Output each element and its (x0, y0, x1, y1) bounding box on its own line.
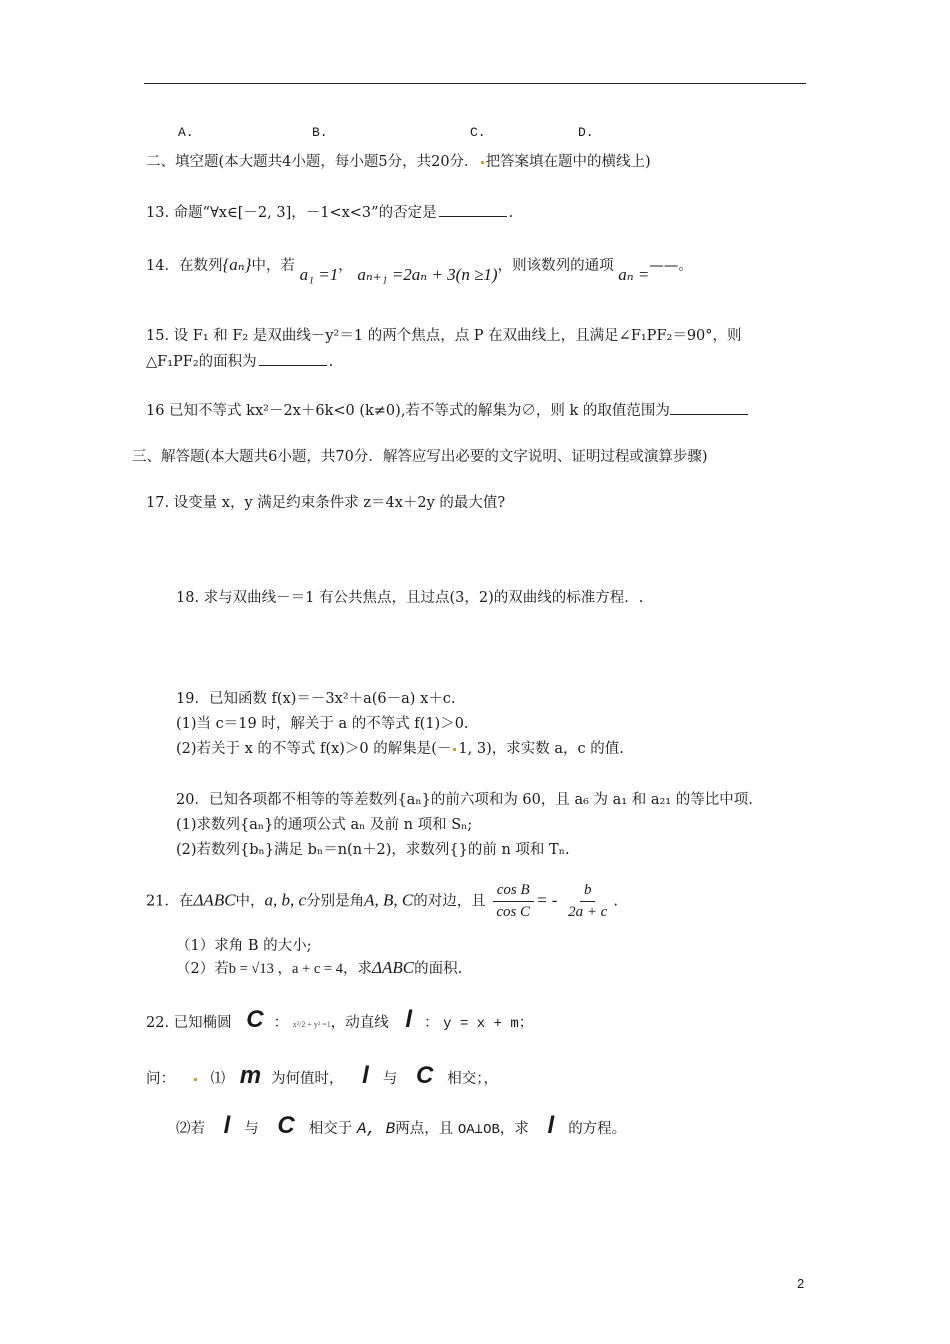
header-rule (144, 83, 806, 84)
question-19-line1: 19．已知函数 f(x)＝－3x²＋a(6－a) x＋c. (176, 691, 456, 707)
ellipse-symbol-c: C (415, 1062, 434, 1089)
question-18: 18. 求与双曲线－＝1 有公共焦点，且过点(3，2)的双曲线的标准方程．. (176, 590, 644, 606)
question-20-line1: 20．已知各项都不相等的等差数列{aₙ}的前六项和为 60，且 a₆ 为 a₁ 和 a₂₁ 的等比中项. (176, 792, 753, 808)
perpendicular-condition: OA⊥OB (457, 1122, 500, 1138)
ellipse-symbol-c: C (277, 1112, 295, 1139)
question-19-line2: (1)当 c＝19 时，解关于 a 的不等式 f(1)＞0. (176, 716, 469, 732)
line-symbol-l: l (362, 1062, 369, 1089)
question-22-part2: ⑵若 l 与 C 相交于 A, B两点，且 OA⊥OB，求 l 的方程。 (176, 1112, 627, 1139)
option-c: C. (470, 125, 486, 140)
dot-mark (194, 1078, 197, 1081)
question-20-line3: (2)若数列{bₙ}满足 bₙ＝n(n＋2)，求数列{}的前 n 项和 Tₙ. (176, 842, 570, 858)
question-15-line2: △F₁PF₂的面积为 . (146, 354, 334, 370)
section2-heading: 二、填空题(本大题共4小题，每小题5分，共20分． 把答案填在题中的横线上) (146, 154, 651, 170)
question-14: 14．在数列{aₙ}中，若 a₁ =1， aₙ₊₁ =2aₙ + 3(n ≥1)，则该数列的通项 aₙ =——。 (146, 255, 693, 284)
question-13: 13. 命题“∀x∈[－2, 3]，－1<x<3”的否定是 . (146, 205, 514, 221)
cos-ratio-fraction: $\frac{\text{cos B}}{\text{cos C}}$ (492, 882, 534, 921)
question-19-line3: (2)若关于 x 的不等式 f(x)＞0 的解集是(－ 1, 3)，求实数 a，c 的值. (176, 741, 624, 757)
side-ratio-fraction: $\frac{b}{2a + c}$ (568, 882, 608, 920)
answer-blank (259, 365, 327, 366)
question-15-line1: 15. 设 F₁ 和 F₂ 是双曲线－y²＝1 的两个焦点，点 P 在双曲线上，且满足∠F₁PF₂＝90°，则 (146, 328, 742, 344)
points-ab: A, B (356, 1120, 396, 1138)
line-symbol-l: l (223, 1112, 231, 1139)
answer-blank (439, 216, 507, 217)
answer-blank (670, 414, 748, 415)
line-equation: y = x + m (443, 1016, 519, 1032)
question-22-part1: 问： ⑴ m 为何值时， l 与 C 相交；， (146, 1062, 499, 1089)
section3-heading: 三、解答题(本大题共6小题，共70分．解答应写出必要的文字说明、证明过程或演算步骤) (132, 449, 708, 465)
question-21: 21．在ΔABC中，a, b, c分别是角A, B, C的对边，且 $\frac{\text{cos B}}{\text{cos C}}$ = - $\frac{b}{2a + c}$ . (146, 882, 618, 920)
line-symbol-l: l (547, 1112, 555, 1139)
question-21-line2: （1）求角 B 的大小; (176, 938, 312, 954)
page-number: 2 (797, 1276, 805, 1291)
line-symbol-l: l (405, 1006, 413, 1033)
question-17: 17. 设变量 x，y 满足约束条件求 z＝4x＋2y 的最大值? (146, 495, 506, 511)
question-16: 16 已知不等式 kx²－2x＋6k<0 (k≠0),若不等式的解集为∅，则 k 的取值范围为 (146, 399, 748, 420)
question-20-line2: (1)求数列{aₙ}的通项公式 aₙ 及前 n 项和 Sₙ; (176, 817, 473, 833)
dot-mark (481, 161, 484, 164)
option-b: B. (312, 125, 328, 140)
question-22: 22. 已知椭圆 C ： x²/2 + y² =1，动直线 l ： y = x + m； (146, 1006, 534, 1033)
dot-mark (453, 748, 456, 751)
option-d: D. (578, 125, 594, 140)
ellipse-equation: x²/2 + y² =1 (292, 1020, 331, 1029)
question-21-line3: （2）若b = √13 ，a + c = 4，求ΔABC的面积. (176, 958, 463, 977)
ellipse-symbol-c: C (246, 1006, 264, 1033)
param-symbol-m: m (239, 1062, 262, 1089)
option-a: A. (178, 125, 194, 140)
